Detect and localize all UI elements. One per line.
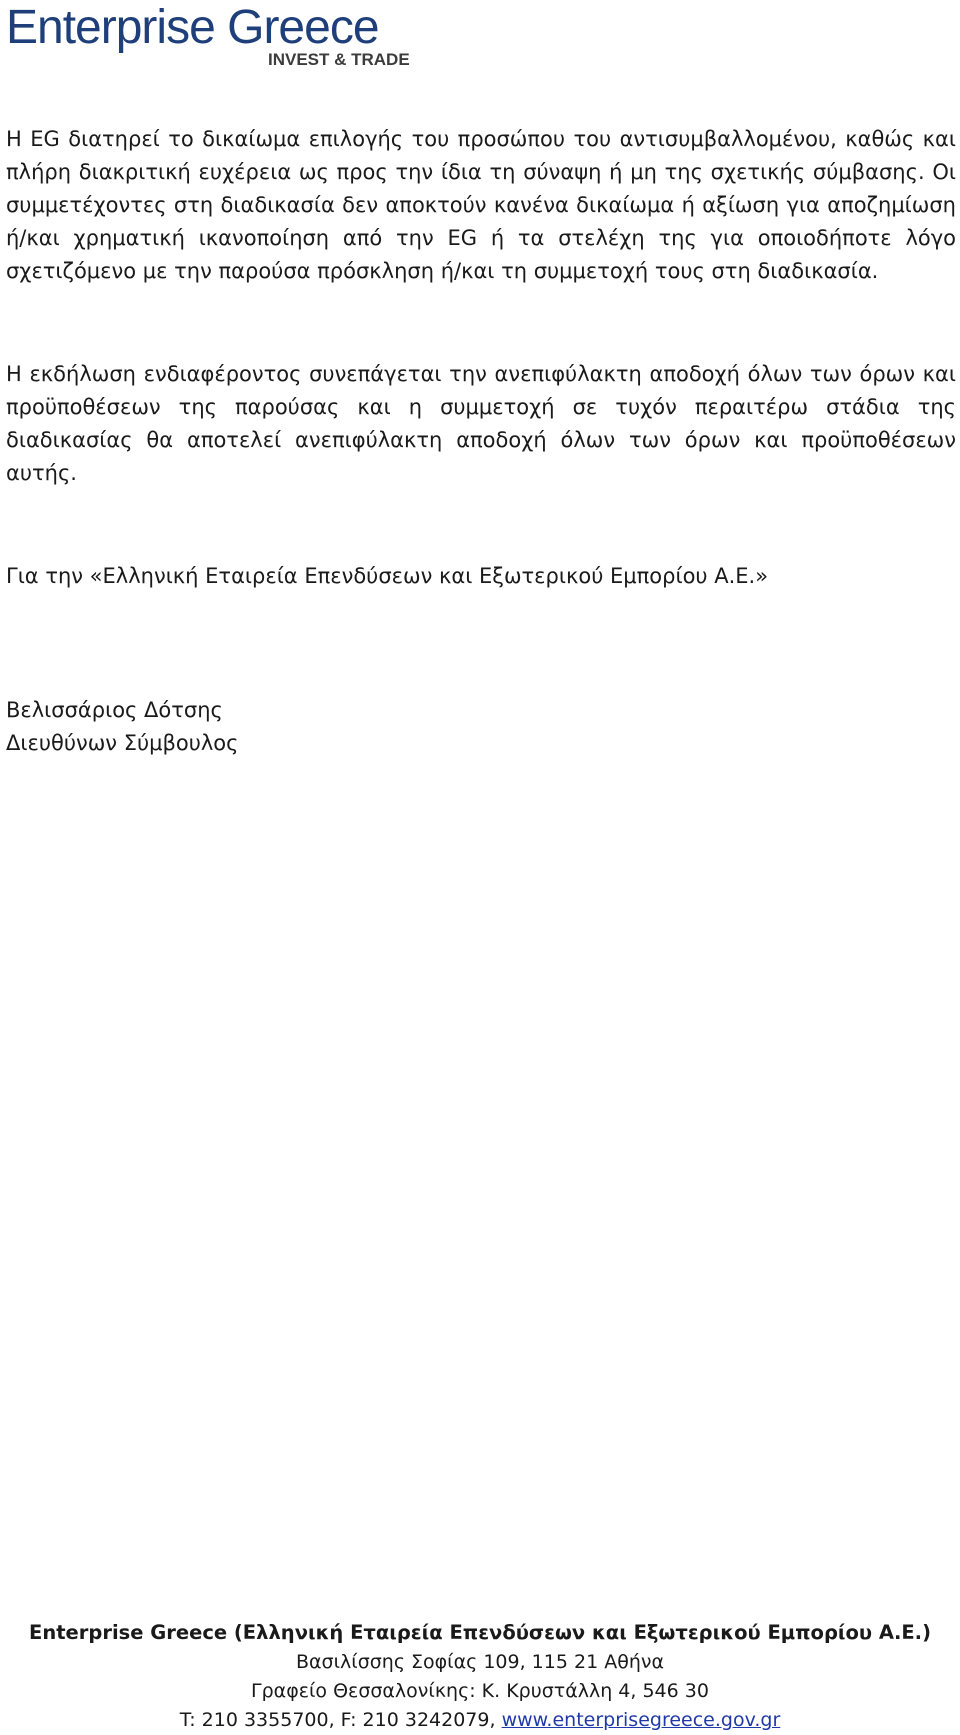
paragraph-rights: Η EG διατηρεί το δικαίωμα επιλογής του προσώπου του αντισυμβαλλομένου, καθώς και πλήρη διακριτική ευχέρεια ως προς την ίδια τη σύναψη ή μη της σχετικής σύμβασης. Οι συμμετέχοντες στη διαδικασία δεν αποκτούν κανένα δικαίωμα ή αξίωση για αποζημίωση ή/και χρηματική ικανοποίηση από την EG ή τα στελέχη της για οποιοδήποτε λόγο σχετιζόμενο με την παρούσα πρόσκληση ή/και τη συμμετοχή τους στη διαδικασία. — [6, 127, 956, 283]
footer-phone-fax: T: 210 3355700, F: 210 3242079, — [179, 1709, 502, 1731]
paragraph-acceptance: Η εκδήλωση ενδιαφέροντος συνεπάγεται την ανεπιφύλακτη αποδοχή όλων των όρων και προϋποθέσεων της παρούσας και η συμμετοχή σε τυχόν περαιτέρω στάδια της διαδικασίας θα αποτελεί ανεπιφύλακτη αποδοχή όλων των όρων και προϋποθέσεων αυτής. — [6, 362, 956, 485]
logo-title: Enterprise Greece — [6, 1, 379, 54]
page-footer — [0, 1618, 960, 1735]
signatory-title: Διευθύνων Σύμβουλος — [6, 731, 239, 755]
on-behalf-line: Για την «Ελληνική Εταιρεία Επενδύσεων και Εξωτερικού Εμπορίου Α.Ε.» — [6, 564, 769, 588]
logo-subtitle: INVEST & TRADE — [268, 50, 410, 69]
enterprise-greece-logo — [6, 1, 410, 72]
signatory-name: Βελισσάριος Δότσης — [6, 698, 223, 722]
footer-address: Βασιλίσσης Σοφίας 109, 115 21 Αθήνα — [296, 1651, 664, 1673]
footer-company: Enterprise Greece (Ελληνική Εταιρεία Επενδύσεων και Εξωτερικού Εμπορίου Α.Ε.) — [29, 1621, 931, 1644]
footer-website-link[interactable]: www.enterprisegreece.gov.gr — [501, 1709, 781, 1731]
footer-thessaloniki-office: Γραφείο Θεσσαλονίκης: Κ. Κρυστάλλη 4, 546 30 — [251, 1680, 709, 1702]
footer-contact — [0, 1706, 960, 1735]
